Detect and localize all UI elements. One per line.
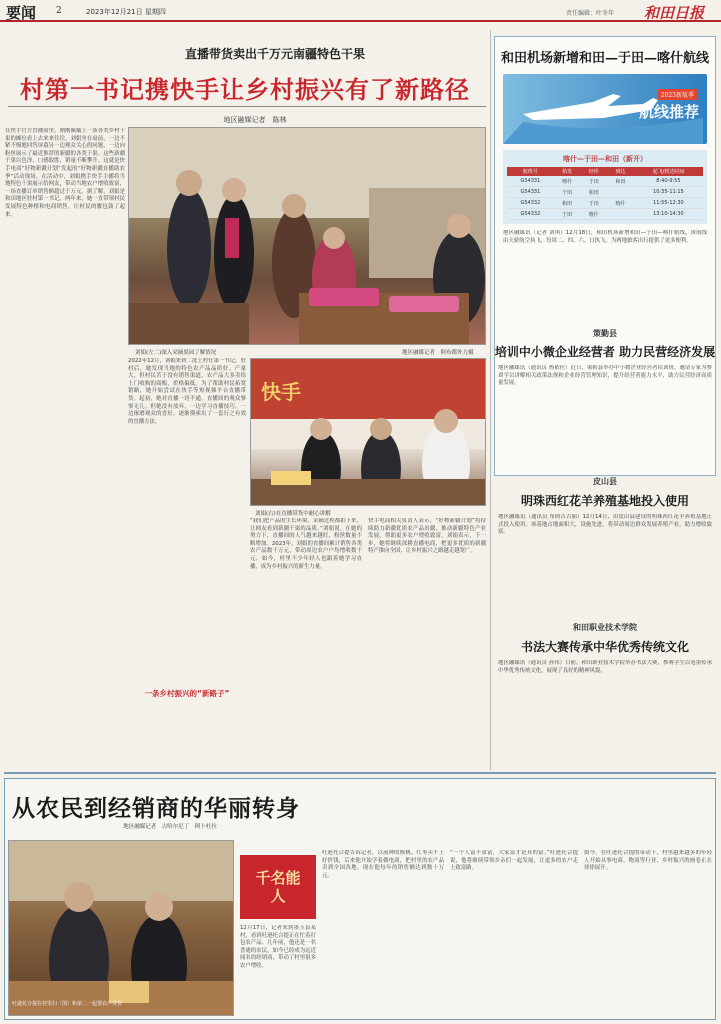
photo1-caption: 刘娟(左二)深入采摘果园了解情况 xyxy=(135,350,217,356)
college-headline: 书法大赛传承中华优秀传统文化 xyxy=(520,640,689,654)
headline-rule xyxy=(8,106,486,107)
policy-headline: 培训中小微企业经营者 助力民营经济发展 xyxy=(494,345,716,359)
college-label: 和田职业技术学院 xyxy=(573,623,637,632)
flight-cell: 和田 xyxy=(554,198,581,209)
table-row xyxy=(507,187,703,198)
airline-body: 地区融媒讯（记者 刘琪）12月18日，和田机场新增和田—于田—喀什航线，该航线由天骄航空执飞，每周二、四、六、日执飞，为两地旅客出行提供了更多便利。 xyxy=(503,230,707,244)
story-kicker: 直播带货卖出千万元南疆特色干果 xyxy=(184,47,365,61)
bottom-photo-caption: 吐逊托合提在村里扫（图）和第二一起帮农户发货 xyxy=(12,1001,123,1007)
flight-cell: G54332 xyxy=(507,209,554,220)
table-row xyxy=(507,198,703,209)
newspaper-logo: 和田日报 xyxy=(644,4,705,22)
flight-col-header: 航班号 xyxy=(507,167,554,176)
flight-cell xyxy=(607,209,634,220)
flight-cell: 喀什 xyxy=(580,209,607,220)
section-divider xyxy=(4,772,716,774)
flight-cell: 8:40-9:55 xyxy=(634,176,703,187)
issue-date: 2023年12月21日 星期四 xyxy=(86,8,166,16)
flight-cell: 喀什 xyxy=(554,176,581,187)
bottom-body-col1: 12月17日，记者来到墨玉县某村，看到吐逊托合提正在忙着打包农产品。几年前，他还是一名普通的农民，如今已经成为远近闻名的经销商，带动了村里很多农户增收。 xyxy=(240,925,316,969)
editor-credit: 责任编辑：叶冬年 xyxy=(566,10,615,17)
section-name: 要闻 xyxy=(6,4,37,22)
flight-table-title: 喀什—于田—和田（新开） xyxy=(563,155,647,163)
policy-county-label: 策勤县 xyxy=(593,329,617,338)
bottom-body-col2: 吐逊托合提告诉记者，以前种的核桃、红枣卖不上好价钱，后来他开始学着做电商，把村里的农产品卖到全国各地。现在他每年的销售额达到数十万元。 xyxy=(322,850,444,879)
livestream-photo xyxy=(250,358,486,506)
table-row xyxy=(507,176,703,187)
story-body-col4: 快手电商相关负责人表示，“好物新疆计划”将持续助力新疆优质农产品出疆，推动新疆特色产业发展，帮助更多农户增收致富。刘娟表示，下一步，她将继续深耕直播电商，把更多优质的新疆特产推向全国，让乡村振兴之路越走越宽广。 xyxy=(368,518,486,555)
flight-cell: 11:55-12:30 xyxy=(634,198,703,209)
story-body-col3: “我们把产品的生长环境、采摘过程都拍下来，让网友看到新疆干果的品质。”刘娟说。在她的努力下，直播间的人气越来越旺，粉丝数量不断增加。2023年，刘娟的直播间累计销售各类农产品数千万元，带动周边农户户均增收数千元。如今，村里不少年轻人也跟着她学习直播，成为乡村振兴的新生力量。 xyxy=(250,518,362,570)
airline-headline: 和田机场新增和田—于田—喀什航线 xyxy=(500,51,709,66)
flight-col-header: 起飞/到达时间 xyxy=(634,167,703,176)
photo-dealer-illustration xyxy=(9,841,234,1016)
flight-cell: G54332 xyxy=(507,198,554,209)
sheep-headline: 明珠西红花羊养殖基地投入使用 xyxy=(520,494,689,508)
flight-cell: 于田 xyxy=(554,209,581,220)
flight-cell: 和田 xyxy=(580,187,607,198)
ad-block xyxy=(240,855,316,919)
banner-text: 航线推荐 xyxy=(638,103,699,121)
flight-cell: G54331 xyxy=(507,187,554,198)
banner-year: 2023新航季 xyxy=(658,89,697,100)
photo-livestream-illustration xyxy=(251,359,486,506)
column-divider xyxy=(490,30,491,770)
flight-cell: 和田 xyxy=(607,176,634,187)
sheep-body: 地区融媒讯（通讯员 布阿吉古丽）12月14日，由皮山县建设的明珠西红花羊养殖基地正式投入使用。该基地占地面积大，设施先进，将带动周边群众发展养殖产业，助力增收致富。 xyxy=(498,514,712,536)
bottom-body-col4: 如今，在吐逊托合提的带动下，村里越来越多的年轻人开始从事电商、物流等行业，乡村振兴的画卷正在徐徐展开。 xyxy=(584,850,712,872)
flight-cell: 于田 xyxy=(580,198,607,209)
ad-text: 千名能人 xyxy=(255,869,301,905)
svg-text:快手: 快手 xyxy=(261,380,301,404)
section-subhead: 一条乡村振兴的“新路子” xyxy=(144,689,230,698)
policy-body: 地区融媒讯（通讯员 热依拉）近日，策勒县举办中小微企业经营者培训班，邀请专家为参训学员讲解相关政策法规和企业经营管理知识，提升经营者能力水平，助力民营经济高质量发展。 xyxy=(498,365,712,387)
bottom-body-col3: “一个人富不算富，大家富才是真的富。”吐逊托合提说，他将继续带领乡亲们一起发展，让更多的农户走上致富路。 xyxy=(450,850,578,872)
flight-cell: G54331 xyxy=(507,176,554,187)
flight-cell: 于田 xyxy=(580,176,607,187)
airline-banner xyxy=(503,74,707,144)
college-body: 地区融媒讯（通讯员 孙伟）日前，和田职业技术学院举办书法大赛，参赛学生以笔墨传承中华优秀传统文化，展现了良好的精神风貌。 xyxy=(498,660,712,674)
sheep-county-label: 皮山县 xyxy=(593,477,617,486)
photo2-caption: 刘娟(右)在直播带货中耐心讲解 xyxy=(255,511,331,517)
story-byline: 地区融媒记者 陈林 xyxy=(223,116,287,124)
page-number: 2 xyxy=(56,6,62,16)
story-body-col2: 2022年12月，刘娟来到二洗土村任第一书记，驻村后，她发现当地的特色农产品品质好、产量大，但村民苦于没有销售渠道，农产品大多卖给上门收购的商贩，价格偏低。为了帮助村民拓宽销路，她开始尝试在快手等短视频平台直播带货。起初，她对直播一窍不通，直播间的观众寥寥无几。但她没有放弃，一边学习直播技巧，一边琢磨观众的喜好，逐渐摸索出了一套行之有效的直播方法。 xyxy=(128,358,246,425)
bottom-headline: 从农民到经销商的华丽转身 xyxy=(12,795,300,822)
flight-cell: 10:35-11:15 xyxy=(634,187,703,198)
story-body-col1: 在快手官方直播间里，刚刚佩戴上一条各类乡村干果的摊位看上去来来往往，刘娟坐在桌前，一边不紧不慢地回答屏幕另一边观众关心的问题，一边向粉丝展示了最近推荐的新疆的各类干果。这些新疆干果以色泽、口感取胜，销量不断攀升。这就是快手电商“好物新疆计划”发起的“好物新疆直播助农季”活动现场。在活动中，刘娟携手快手主播将当地特色干果展示给网友，带动当地农户增收致富，一场直播订单销售额超过千万元。据了解，刘娟是和田地区驻村第一书记，两年来，她一直带领村民发展特色种植和电商销售，让村民的腰包鼓了起来。 xyxy=(5,128,125,218)
flight-col-header: 始发 xyxy=(554,167,581,176)
flight-cell: 于田 xyxy=(554,187,581,198)
flight-table-panel xyxy=(503,150,707,224)
photo1-credit: 地区融媒记者 阿布都外力摄 xyxy=(402,350,474,356)
flight-cell: 喀什 xyxy=(607,198,634,209)
main-photo-harvest xyxy=(128,127,486,345)
flight-col-header: 经停 xyxy=(580,167,607,176)
bottom-byline: 地区融媒记者 古哈尔尼丁 阿卜杜拉 xyxy=(123,824,217,830)
photo-harvest-illustration xyxy=(129,128,486,345)
flight-col-header: 到达 xyxy=(607,167,634,176)
bottom-photo xyxy=(8,840,234,1016)
flight-table xyxy=(507,167,703,220)
flight-cell: 13:10-14:30 xyxy=(634,209,703,220)
table-row xyxy=(507,209,703,220)
flight-cell xyxy=(607,187,634,198)
story-headline: 村第一书记携快手让乡村振兴有了新路径 xyxy=(20,75,470,104)
